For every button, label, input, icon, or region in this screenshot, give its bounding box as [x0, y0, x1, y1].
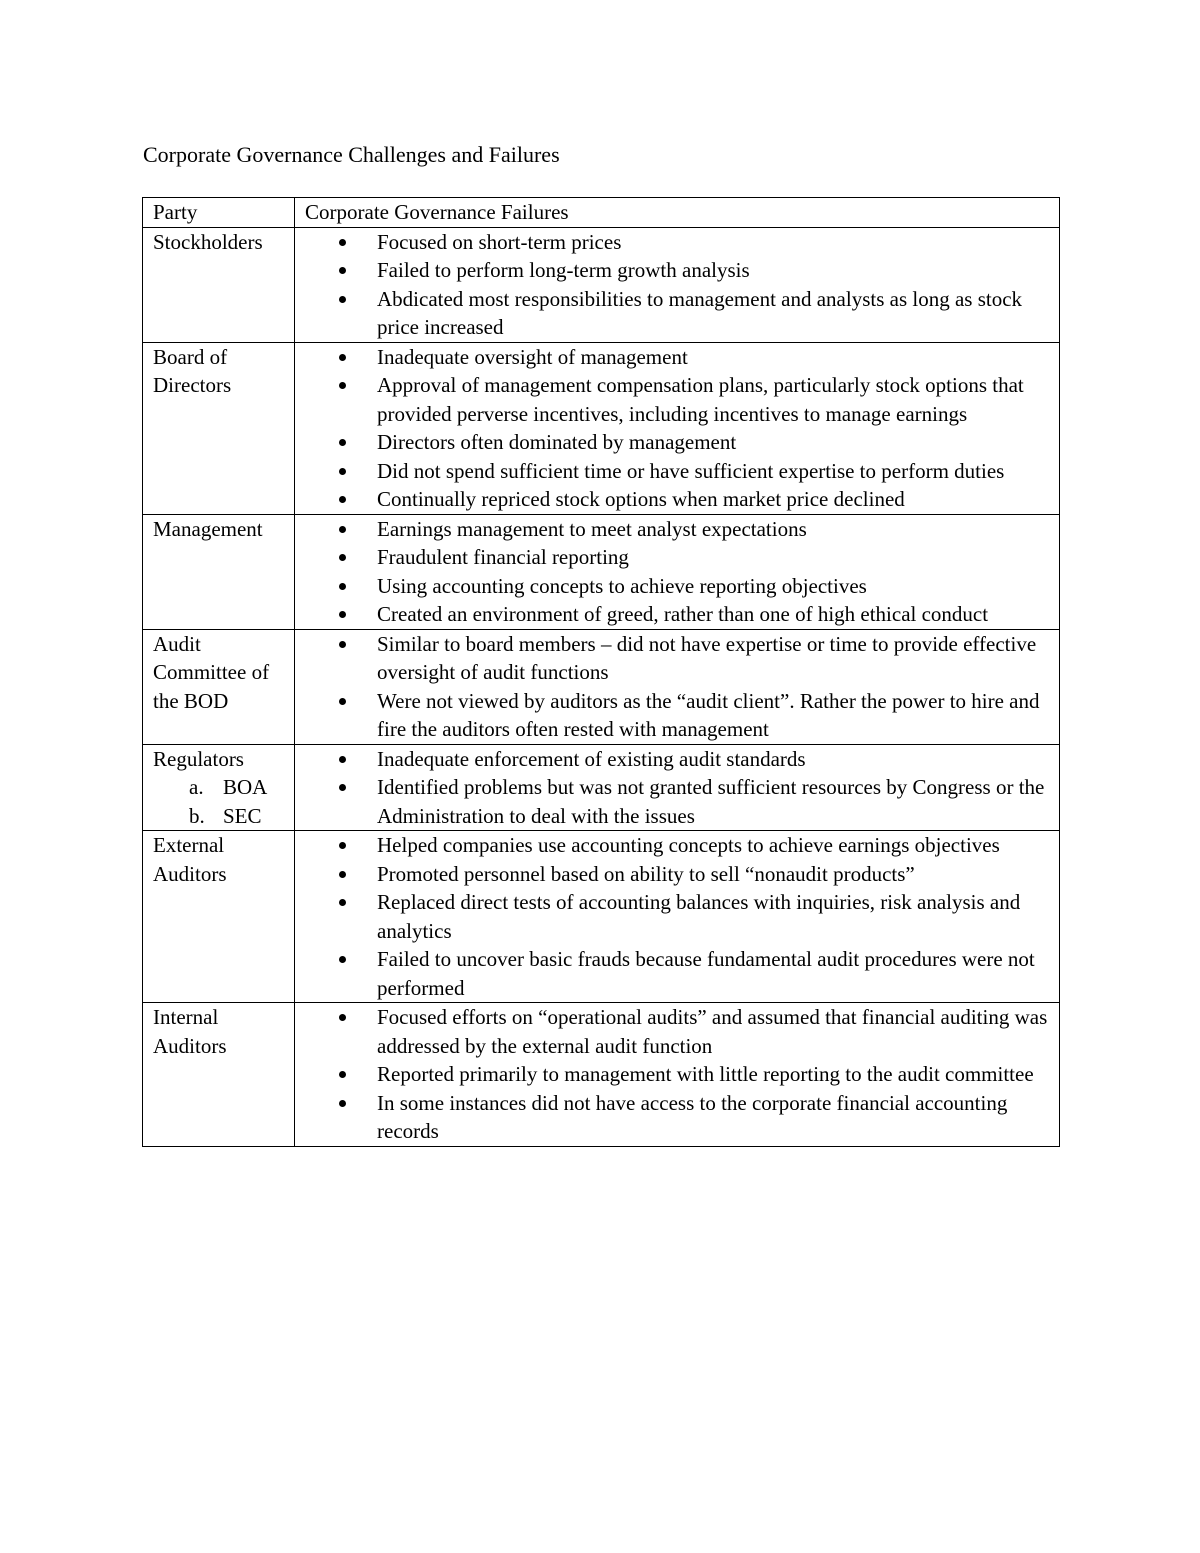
list-item: Created an environment of greed, rather than one of high ethical conduct	[295, 600, 1053, 629]
list-item: Similar to board members – did not have expertise or time to provide effective oversight of audit functions	[295, 630, 1053, 687]
bullet-icon	[339, 439, 346, 446]
bullet-icon	[339, 756, 346, 763]
bullet-icon	[339, 1071, 346, 1078]
bullet-icon	[339, 354, 346, 361]
failures-cell	[295, 1003, 1060, 1147]
failures-cell	[295, 342, 1060, 514]
failures-cell	[295, 831, 1060, 1003]
failures-list	[295, 1003, 1053, 1146]
party-cell	[143, 831, 295, 1003]
failures-cell	[295, 514, 1060, 629]
failures-list	[295, 630, 1053, 744]
party-cell	[143, 744, 295, 831]
list-item: Promoted personnel based on ability to sell “nonaudit products”	[295, 860, 1053, 889]
table-row	[143, 514, 1060, 629]
party-label: Board of Directors	[153, 344, 232, 397]
table-header-row	[143, 198, 1060, 228]
bullet-icon	[339, 899, 346, 906]
list-item: Reported primarily to management with little reporting to the audit committee	[295, 1060, 1053, 1089]
failures-cell	[295, 227, 1060, 342]
party-cell	[143, 342, 295, 514]
bullet-icon	[339, 496, 346, 503]
bullet-icon	[339, 468, 346, 475]
failures-list	[295, 745, 1053, 831]
party-label: Management	[153, 516, 263, 541]
failures-list	[295, 343, 1053, 514]
header-failures: Corporate Governance Failures	[295, 198, 1060, 228]
table-row	[143, 629, 1060, 744]
party-label: Stockholders	[153, 229, 263, 254]
failures-cell	[295, 629, 1060, 744]
bullet-icon	[339, 554, 346, 561]
party-label: External Auditors	[153, 833, 227, 886]
party-cell	[143, 514, 295, 629]
list-item: Focused on short-term prices	[295, 228, 1053, 257]
list-item: Using accounting concepts to achieve reporting objectives	[295, 572, 1053, 601]
list-item: Did not spend sufficient time or have sufficient expertise to perform duties	[295, 457, 1053, 486]
list-item: Focused efforts on “operational audits” and assumed that financial auditing was addressed by the external audit function	[295, 1003, 1053, 1060]
bullet-icon	[339, 382, 346, 389]
bullet-icon	[339, 871, 346, 878]
page-title: Corporate Governance Challenges and Failures	[143, 142, 560, 167]
header-party: Party	[143, 198, 295, 228]
bullet-icon	[339, 239, 346, 246]
table-row	[143, 342, 1060, 514]
bullet-icon	[339, 698, 346, 705]
bullet-icon	[339, 526, 346, 533]
list-item: Directors often dominated by management	[295, 428, 1053, 457]
bullet-icon	[339, 296, 346, 303]
list-item: Inadequate oversight of management	[295, 343, 1053, 372]
bullet-icon	[339, 784, 346, 791]
bullet-icon	[339, 583, 346, 590]
list-item: a. BOA	[189, 775, 268, 799]
list-item: Continually repriced stock options when market price declined	[295, 485, 1053, 514]
failures-list	[295, 515, 1053, 629]
list-item: Replaced direct tests of accounting balances with inquiries, risk analysis and analytics	[295, 888, 1053, 945]
failures-cell	[295, 744, 1060, 831]
bullet-icon	[339, 611, 346, 618]
party-cell	[143, 1003, 295, 1147]
list-item: Fraudulent financial reporting	[295, 543, 1053, 572]
table-row	[143, 744, 1060, 831]
party-cell	[143, 227, 295, 342]
bullet-icon	[339, 267, 346, 274]
governance-failures-table	[142, 197, 1060, 1147]
list-item: Approval of management compensation plans, particularly stock options that provided perverse incentives, including incentives to manage earnings	[295, 371, 1053, 428]
party-label: Internal Auditors	[153, 1005, 227, 1058]
regulator-sublist	[153, 773, 290, 830]
failures-list	[295, 228, 1053, 342]
list-item: Earnings management to meet analyst expectations	[295, 515, 1053, 544]
list-item: Inadequate enforcement of existing audit standards	[295, 745, 1053, 774]
list-item: Failed to perform long-term growth analysis	[295, 256, 1053, 285]
list-item: b. SEC	[189, 803, 262, 828]
failures-list	[295, 831, 1053, 1002]
list-item: In some instances did not have access to the corporate financial accounting records	[295, 1089, 1053, 1146]
list-item: Identified problems but was not granted sufficient resources by Congress or the Administration to deal with the issues	[295, 773, 1053, 830]
bullet-icon	[339, 1100, 346, 1107]
list-item: Helped companies use accounting concepts to achieve earnings objectives	[295, 831, 1053, 860]
bullet-icon	[339, 956, 346, 963]
list-item: Failed to uncover basic frauds because fundamental audit procedures were not performed	[295, 945, 1053, 1002]
table-row	[143, 227, 1060, 342]
party-cell	[143, 629, 295, 744]
list-item: Abdicated most responsibilities to management and analysts as long as stock price increased	[295, 285, 1053, 342]
bullet-icon	[339, 1014, 346, 1021]
bullet-icon	[339, 842, 346, 849]
party-label: Regulators	[153, 746, 244, 771]
table-row	[143, 1003, 1060, 1147]
list-item: Were not viewed by auditors as the “audit client”. Rather the power to hire and fire the auditors often rested with management	[295, 687, 1053, 744]
table-row	[143, 831, 1060, 1003]
bullet-icon	[339, 641, 346, 648]
party-label: Audit Committee of the BOD	[153, 631, 270, 713]
